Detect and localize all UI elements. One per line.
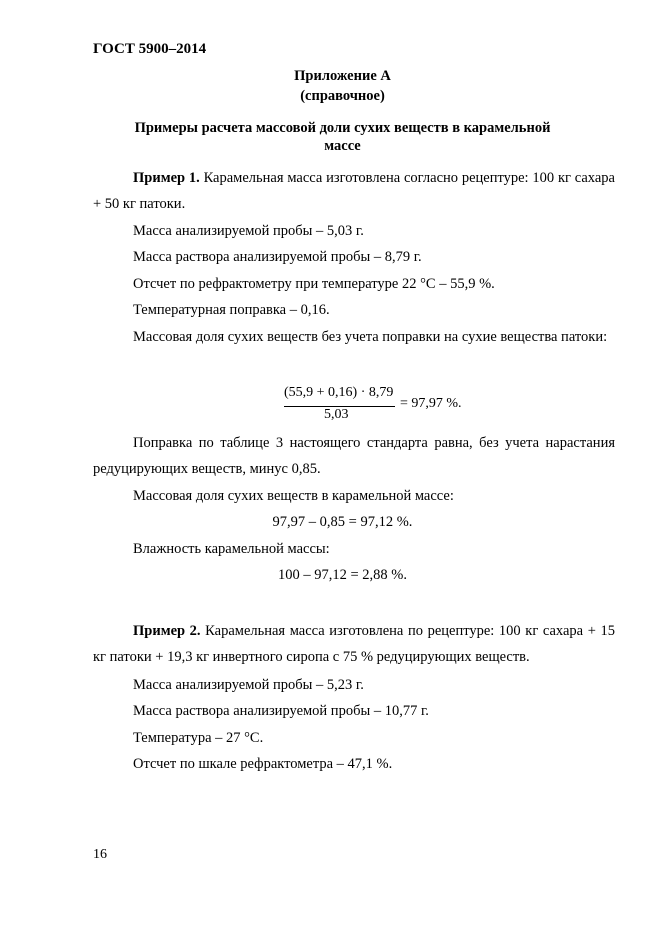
appendix-subtitle: (справочное)	[300, 88, 385, 104]
formula-result: = 97,97 %.	[400, 396, 462, 411]
example1-correction-text: Поправка по таблице 3 настоящего стандарта равна, без учета нарастания редуцирующих веществ, минус 0,85.	[93, 435, 615, 477]
example1-moisture-eq: 100 – 97,12 = 2,88 %.	[277, 567, 407, 583]
example2-intro-paragraph	[93, 618, 615, 670]
example1-mass-fraction-label: Массовая доля сухих веществ без учета поправки на сухие вещества патоки:	[133, 329, 608, 345]
formula-numerator: (55,9 + 0,16) · 8,79	[284, 385, 394, 400]
example1-mass-fraction-text	[93, 324, 615, 350]
example2-sample-mass: Масса анализируемой пробы – 5,23 г.	[133, 677, 364, 693]
example2-temperature: Температура – 27 °С.	[133, 730, 264, 746]
example1-caramel-fraction-eq: 97,97 – 0,85 = 97,12 %.	[272, 514, 413, 530]
example1-label: Пример 1.	[133, 170, 200, 186]
example1-moisture-text: Влажность карамельной массы:	[133, 541, 330, 557]
example2-refractometer: Отсчет по шкале рефрактометра – 47,1 %.	[133, 756, 393, 772]
example1-intro-paragraph	[93, 165, 615, 217]
appendix-title: Приложение А	[294, 68, 391, 84]
appendix-heading-line1: Примеры расчета массовой доли сухих веществ в карамельной	[134, 120, 551, 136]
page-number: 16	[93, 847, 107, 862]
example2-label: Пример 2.	[133, 623, 201, 639]
example1-correction-paragraph	[93, 430, 615, 482]
example2-solution-mass: Масса раствора анализируемой пробы – 10,77 г.	[133, 703, 429, 719]
example1-temp-correction: Температурная поправка – 0,16.	[133, 302, 330, 318]
example1-solution-mass: Масса раствора анализируемой пробы – 8,79 г.	[133, 249, 422, 265]
example1-refractometer: Отсчет по рефрактометру при температуре 22 °С – 55,9 %.	[133, 276, 495, 292]
example1-sample-mass: Масса анализируемой пробы – 5,03 г.	[133, 223, 364, 239]
example2-intro-text: Карамельная масса изготовлена по рецептуре: 100 кг сахара + 15 кг патоки + 19,3 кг инвертного сиропа с 75 % редуцирующих веществ.	[93, 623, 615, 665]
example1-caramel-fraction-text: Массовая доля сухих веществ в карамельной массе:	[133, 488, 454, 504]
example1-intro-text: Карамельная масса изготовлена согласно рецептуре: 100 кг сахара + 50 кг патоки.	[93, 170, 615, 212]
appendix-heading-line2: массе	[324, 138, 361, 154]
formula-denominator: 5,03	[324, 407, 349, 422]
document-code: ГОСТ 5900–2014	[93, 41, 207, 57]
